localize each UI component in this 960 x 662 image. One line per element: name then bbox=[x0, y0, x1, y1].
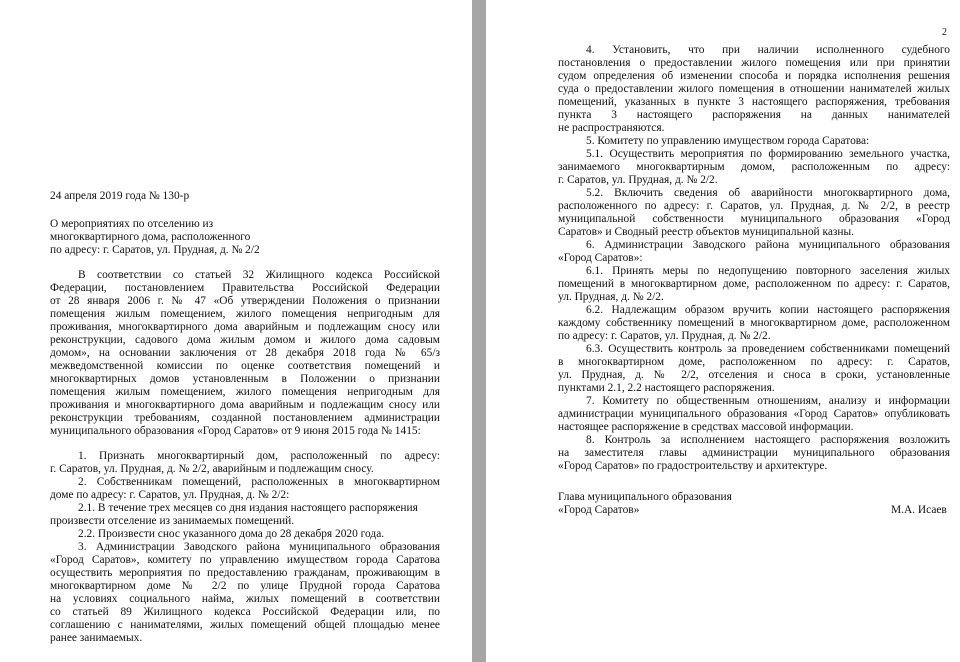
signature-position: Глава муниципального образования bbox=[558, 491, 732, 503]
text-line: 7. Комитету по общественным отношениям, анализу и информации bbox=[586, 395, 950, 407]
text-line: реконструкции, садового дома жилым домом и жилого дома садовым bbox=[50, 334, 440, 346]
text-line: на заместителя главы администрации муниципального образования bbox=[558, 447, 950, 459]
text-line: многоквартирных домов установленным в Положении о признании bbox=[50, 373, 440, 385]
title-line: многоквартирного дома, расположенного bbox=[50, 231, 251, 243]
signature-position: «Город Саратов» bbox=[558, 504, 640, 516]
text-line: муниципальной собственности муниципального образования «Город bbox=[558, 213, 950, 225]
text-line: осуществить мероприятия по предоставлению гражданам, проживающим в bbox=[50, 567, 440, 579]
text-line: постановления о предоставлении жилого помещения или при принятии bbox=[558, 57, 950, 69]
text-line: каждому собственнику помещений в многоквартирном доме, расположенном bbox=[558, 317, 950, 329]
text-line: администрации муниципального образования «Город Саратов» опубликовать bbox=[558, 408, 950, 420]
text-line: соглашению с нанимателями, жилых помещений общей площадью менее bbox=[50, 619, 440, 631]
text-line: занимаемого многоквартирным домом, расположенным по адресу: bbox=[558, 161, 950, 173]
text-line: от 28 января 2006 г. № 47 «Об утверждении Положения о признании bbox=[50, 295, 440, 307]
text-line: ул. Прудная, д. № 2/2. bbox=[558, 291, 664, 303]
text-line: не распространяются. bbox=[558, 122, 665, 134]
text-line: 8. Контроль за исполнением настоящего распоряжения возложить bbox=[586, 434, 950, 446]
title-line: О мероприятиях по отселению из bbox=[50, 218, 214, 230]
text-line: Федерации, постановлением Правительства Российской Федерации bbox=[50, 282, 440, 294]
text-line: реконструкции требованиям, созданной постановлением администрации bbox=[50, 412, 440, 424]
text-line: «Город Саратов», комитету по управлению имуществом города Саратова bbox=[50, 554, 440, 566]
title-line: по адресу: г. Саратов, ул. Прудная, д. № 2/2 bbox=[50, 244, 260, 256]
document-page-2 bbox=[486, 0, 960, 662]
page-number: 2 bbox=[942, 27, 947, 38]
text-line: 5.1. Осуществить мероприятия по формированию земельного участка, bbox=[586, 148, 950, 160]
text-line: 2.2. Произвести снос указанного дома до 28 декабря 2020 года. bbox=[78, 528, 385, 540]
document-page-1 bbox=[0, 0, 472, 662]
text-line: 4. Установить, что при наличии исполненного судебного bbox=[586, 44, 950, 56]
text-line: помещения жилым помещением, жилого помещения непригодным для bbox=[50, 308, 440, 320]
text-line: по адресу: г. Саратов, ул. Прудная, д. № 2/2. bbox=[558, 330, 771, 342]
text-line: расположенного по адресу: г. Саратов, ул. Прудная, д. № 2/2, в реестр bbox=[558, 200, 950, 212]
text-line: 6.1. Принять меры по недопущению повторного заселения жилых bbox=[586, 265, 950, 277]
text-line: 6. Администрации Заводского района муниципального образования bbox=[586, 239, 950, 251]
text-line: со статьей 89 Жилищного кодекса Российской Федерации или, по bbox=[50, 606, 440, 618]
text-line: суда о предоставлении жилого помещения в отношении нанимателей жилых bbox=[558, 83, 950, 95]
text-line: «Город Саратов»: bbox=[558, 252, 643, 264]
signature-name: М.А. Исаев bbox=[891, 504, 947, 516]
text-line: 6.2. Надлежащим образом вручить копии настоящего распоряжения bbox=[586, 304, 950, 316]
text-line: 5.2. Включить сведения об аварийности многоквартирного дома, bbox=[586, 187, 950, 199]
text-line: доме по адресу: г. Саратов, ул. Прудная, д. № 2/2: bbox=[50, 489, 290, 501]
text-line: настоящее распоряжение в средствах массовой информации. bbox=[558, 421, 854, 433]
text-line: ул. Прудная, д. № 2/2, отселения и сноса в сроки, установленные bbox=[558, 369, 950, 381]
text-line: проживания и многоквартирного дома аварийным и подлежащим сносу или bbox=[50, 399, 440, 411]
text-line: домом», на основании заключения от 28 декабря 2018 года № 65/з bbox=[50, 347, 440, 359]
text-line: в многоквартирном доме, расположенном по адресу: г. Саратов, bbox=[558, 356, 950, 368]
text-line: Саратов» и Сводный реестр объектов муниципальной казны. bbox=[558, 226, 855, 238]
text-line: межведомственной комиссии по оценке соответствия помещений и bbox=[50, 360, 440, 372]
text-line: В соответствии со статьей 32 Жилищного кодекса Российской bbox=[78, 269, 440, 281]
text-line: произвести отселение из занимаемых помещений. bbox=[50, 515, 295, 527]
text-line: помещения жилым помещением, жилого помещения непригодным для bbox=[50, 386, 440, 398]
text-line: проживания, многоквартирного дома аварийным и подлежащим сносу или bbox=[50, 321, 440, 333]
order-date-number: 24 апреля 2019 года № 130-р bbox=[50, 190, 190, 202]
text-line: 3. Администрации Заводского района муниципального образования bbox=[78, 541, 440, 553]
text-line: 2. Собственникам помещений, расположенных в многоквартирном bbox=[78, 476, 440, 488]
text-line: помещений, указанных в пункте 3 настоящего распоряжения, требования bbox=[558, 96, 950, 108]
text-line: ранее занимаемых. bbox=[50, 632, 143, 644]
text-line: помещений в многоквартирном доме, расположенном по адресу: г. Саратов, bbox=[558, 278, 950, 290]
text-line: судом определения об изменении способа и порядка исполнения решения bbox=[558, 70, 950, 82]
text-line: 2.1. В течение трех месяцев со дня издания настоящего распоряжения bbox=[78, 502, 418, 514]
text-line: г. Саратов, ул. Прудная, д. № 2/2, аварийным и подлежащим сносу. bbox=[50, 463, 374, 475]
text-line: «Город Саратов» по градостроительству и архитектуре. bbox=[558, 460, 828, 472]
text-line: пунктами 2.1, 2.2 настоящего распоряжения. bbox=[558, 382, 775, 394]
text-line: 1. Признать многоквартирный дом, расположенный по адресу: bbox=[78, 450, 440, 462]
text-line: многоквартирном доме № 2/2 по улице Прудной города Саратова bbox=[50, 580, 440, 592]
text-line: г. Саратов, ул. Прудная, д. № 2/2. bbox=[558, 174, 718, 186]
text-line: пункта 3 настоящего распоряжения на данных нанимателей bbox=[558, 109, 950, 121]
text-line: на условиях социального найма, жилых помещений в соответствии bbox=[50, 593, 440, 605]
text-line: 6.3. Осуществить контроль за проведением собственниками помещений bbox=[586, 343, 950, 355]
text-line: 5. Комитету по управлению имуществом города Саратова: bbox=[586, 135, 870, 147]
text-line: муниципального образования «Город Саратов» от 9 июня 2015 года № 1415: bbox=[50, 425, 421, 437]
